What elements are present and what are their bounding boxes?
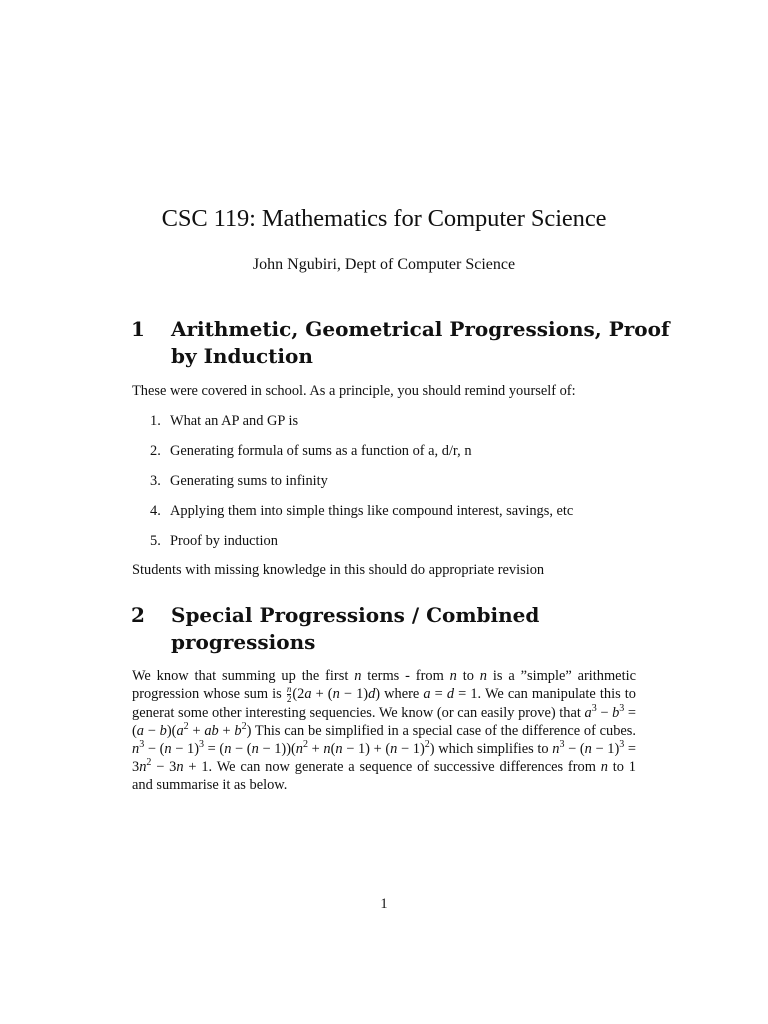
section-2-paragraph: We know that summing up the first n terms - from n to n is a ”simple” arithmetic progression whose sum is $\frac{n}{2}$ (2a + (n − 1)d) where a = d = 1. We can manipulate this to generat some other interesting sequencies. We know (or can easily prove) that $a^3 - b^3 = (a - b)(a^2$ + ab + $b^2$) This can be simplified in a special case of the difference of cubes. $n^3 - (n - 1)^3 = (n - (n - 1))(n^2 + n(n - 1) + (n - 1)^2)$ which simplifies to $n^3 - (n - 1)^3 = 3n^2 - 3n + 1$. We can now generate a sequence of successive differences from n to 1 and summarise it as below.: [132, 668, 637, 794]
section-1-outro: Students with missing knowledge in this should do appropriate revision: [132, 562, 545, 578]
list-item: 5. Proof by induction: [150, 533, 278, 549]
section-title: Arithmetic, Geometrical Progressions, Proof by Induction: [171, 317, 670, 368]
document-author: John Ngubiri, Dept of Computer Science: [252, 256, 516, 273]
list-item: 4. Applying them into simple things like compound interest, savings, etc: [150, 503, 574, 519]
section-2-heading: [131, 602, 671, 656]
document-title: CSC 119: Mathematics for Computer Science: [161, 205, 607, 232]
section-1-heading: [131, 316, 671, 370]
list-item: 2. Generating formula of sums as a function of a, d/r, n: [150, 443, 472, 459]
list-item: 3. Generating sums to infinity: [150, 473, 328, 489]
section-1-list: [150, 412, 650, 562]
section-title: Special Progressions / Combined progressions: [171, 603, 540, 654]
section-1-intro: These were covered in school. As a principle, you should remind yourself of:: [132, 383, 576, 399]
page-number: 1: [380, 896, 388, 912]
list-item: 1. What an AP and GP is: [150, 413, 299, 429]
section-number: 1: [131, 317, 145, 341]
section-number: 2: [131, 603, 145, 627]
